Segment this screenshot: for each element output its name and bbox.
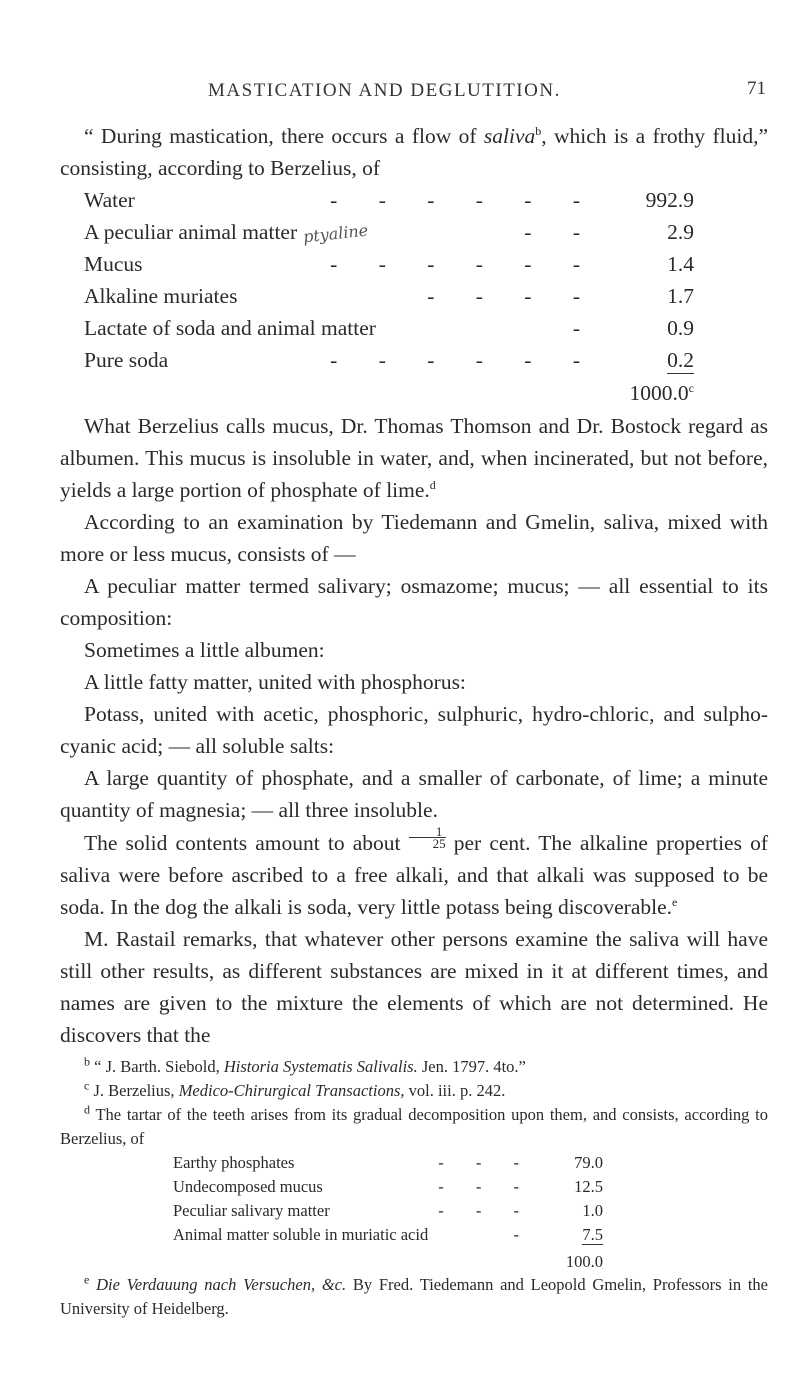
footnotes [60, 1055, 768, 1321]
paragraph-saliva-intro: “ During mastication, there occurs a flow of saliva$^b$, which is a frothy fluid,” consisting, according to Berzelius, of [60, 123, 768, 180]
footnote-e: $^e$ Die Verdauung nach Versuchen, &c. By Fred. Tiedemann and Leopold Gmelin, Professors in the University of Heidelberg. [60, 1272, 769, 1318]
page [60, 0, 768, 1321]
paragraph-albumen: Sometimes a little albumen: [84, 638, 325, 662]
paragraph-mucus: What Berzelius calls mucus, Dr. Thomas Thomson and Dr. Bostock regard as albumen. This mucus is insoluble in water, and, when incinerated, but not before, yields a large portion of phosphate of lime.$^d$ [60, 414, 768, 502]
paragraph-tiedemann: According to an examination by Tiedemann and Gmelin, saliva, mixed with more or less mucus, consists of — [60, 510, 768, 566]
table-row: A peculiar animal matter ptyaline - - 2.9 [84, 216, 694, 248]
composition-total: 1000.0$^c$ [629, 380, 694, 405]
table-row: Mucus - - - - - - 1.4 [84, 252, 694, 276]
saliva-composition-table [84, 184, 694, 376]
paragraph-salivary-matter: A peculiar matter termed salivary; osmazome; mucus; — all essential to its composition: [60, 574, 768, 630]
saliva-term: saliva [483, 124, 536, 148]
table-row: Undecomposed mucus - - - 12.5 [173, 1177, 603, 1196]
tartar-total: 100.0 [565, 1252, 603, 1271]
paragraph-solid-contents: The solid contents amount to about $\frac{1}{25}$ per cent. The alkaline properties of saliva were before ascribed to a free alkali, and that alkali was supposed to be soda. In the dog the alkali is soda, very little potass being discoverable.$^e$ [60, 824, 768, 919]
footnote-ref-e: e [672, 894, 678, 909]
footnote-ref-c: c [688, 380, 694, 395]
table-row: Lactate of soda and animal matter - 0.9 [84, 316, 694, 340]
footnote-c: $^c$ J. Berzelius, Medico-Chirurgical Transactions, vol. iii. p. 242. [84, 1078, 506, 1100]
running-title: MASTICATION AND DEGLUTITION. [208, 80, 561, 101]
footnote-ref-d: d [429, 477, 436, 492]
fraction: $\frac{1}{25}$ [409, 826, 446, 849]
table-row: Alkaline muriates - - - - 1.7 [84, 284, 694, 308]
paragraph-fatty-matter: A little fatty matter, united with phosphorus: [84, 670, 466, 694]
handwritten-annotation: ptyaline [302, 220, 370, 247]
footnote-b: $^b$ “ J. Barth. Siebold, Historia Systematis Salivalis. Jen. 1797. 4to.” [84, 1054, 526, 1076]
body-text [60, 120, 768, 1051]
page-number: 71 [747, 78, 766, 99]
table-row: Animal matter soluble in muriatic acid - 7.5 [173, 1225, 603, 1244]
table-row: Pure soda - - - - - - 0.2 [84, 348, 694, 372]
paragraph-potass: Potass, united with acetic, phosphoric, sulphuric, hydro-chloric, and sulpho-cyanic acid; — all soluble salts: [60, 702, 768, 758]
table-row: Peculiar salivary matter - - - 1.0 [173, 1201, 603, 1220]
page-header [60, 0, 768, 120]
footnote-d: $^d$ The tartar of the teeth arises from its gradual decomposition upon them, and consists, according to Berzelius, of [60, 1102, 769, 1148]
table-row: Earthy phosphates - - - 79.0 [173, 1153, 603, 1172]
paragraph-rastail: M. Rastail remarks, that whatever other persons examine the saliva will have still other results, as different substances are mixed in it at different times, and names are given to the mixture the elements of which are not determined. He discovers that the [60, 927, 768, 1047]
table-row: Water - - - - - - 992.9 [84, 188, 694, 212]
paragraph-phosphate: A large quantity of phosphate, and a smaller of carbonate, of lime; a minute quantity of magnesia; — all three insoluble. [60, 766, 768, 822]
footnote-ref-b: b [535, 123, 542, 138]
tartar-composition-table [173, 1151, 603, 1247]
